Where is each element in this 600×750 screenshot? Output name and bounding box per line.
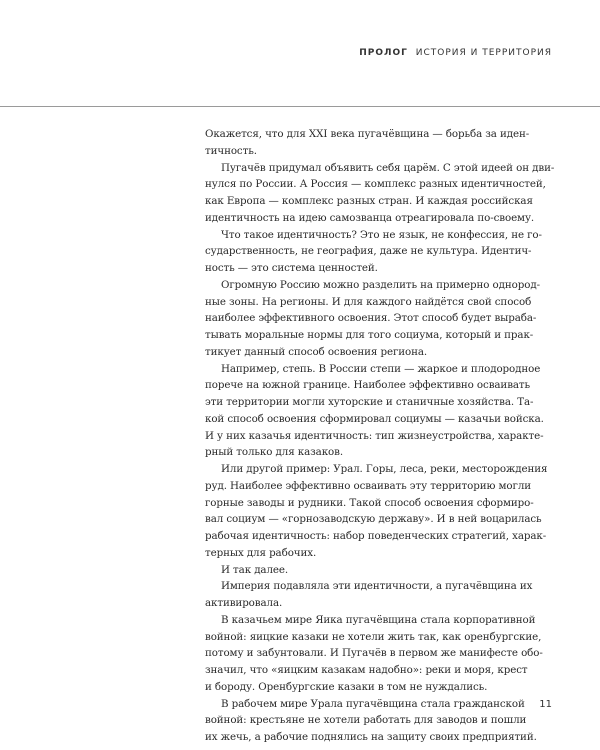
section-title: ИСТОРИЯ И ТЕРРИТОРИЯ: [415, 48, 552, 58]
text-line: терных для рабочих.: [205, 546, 317, 559]
text-line: Пугачёв придумал объявить себя царём. С этой идеей он дви-: [221, 161, 555, 174]
section-label: ПРОЛОГ: [359, 48, 408, 58]
text-line: тичность.: [205, 144, 257, 157]
text-line: В казачьем мире Яика пугачёвщина стала корпоративной: [221, 613, 536, 626]
text-line: Огромную Россию можно разделить на примерно однород-: [221, 278, 540, 291]
text-line: В рабочем мире Урала пугачёвщина стала гражданской: [221, 697, 525, 710]
text-line: ность — это система ценностей.: [205, 262, 378, 274]
text-line: Или другой пример: Урал. Горы, леса, реки, месторождения: [221, 463, 548, 475]
text-line: вал социум — «горнозаводскую державу». И в ней воцарилась: [205, 513, 542, 526]
text-line: наиболее эффективного освоения. Этот способ будет выраба-: [205, 312, 537, 325]
text-line: порече на южной границе. Наиболее эффективно осваивать: [205, 379, 531, 392]
text-line: потому и забунтовали. И Пугачёв в первом же манифесте обо-: [205, 647, 543, 660]
text-line: ные зоны. На регионы. И для каждого найдётся свой способ: [205, 295, 532, 308]
text-line: активировала.: [205, 597, 283, 609]
text-line: тикует данный способ освоения региона.: [205, 345, 428, 358]
text-line: войной: крестьяне не хотели работать для заводов и пошли: [205, 714, 527, 727]
text-line: И у них казачья идентичность: тип жизнеустройства, характе-: [205, 429, 544, 442]
text-line: и бороду. Оренбургские казаки в том не нуждались.: [205, 680, 488, 693]
text-line: сударственность, не география, даже не культура. Идентич-: [205, 245, 532, 258]
text-line: эти территории могли хуторские и станичные хозяйства. Та-: [205, 396, 534, 408]
text-line: их жечь, а рабочие поднялись на защиту своих предприятий.: [205, 731, 537, 743]
text-line: руд. Наиболее эффективно осваивать эту территорию могли: [205, 479, 532, 492]
text-line: горные заводы и рудники. Такой способ освоения сформиро-: [205, 496, 534, 509]
page-number: 11: [539, 699, 552, 710]
header-rule: [0, 106, 600, 107]
text-line: рабочая идентичность: набор поведенческих стратегий, харак-: [205, 530, 547, 542]
text-line: И так далее.: [221, 563, 289, 576]
text-line: значил, что «яицким казакам надобно»: реки и моря, крест: [205, 664, 528, 676]
text-line: Империя подавляла эти идентичности, а пугачёвщина их: [221, 580, 533, 593]
text-line: войной: яицкие казаки не хотели жить так, как оренбургские,: [205, 630, 542, 643]
text-line: идентичность на идею самозванца отреагировала по-своему.: [205, 211, 535, 224]
text-line: нулся по России. А Россия — комплекс разных идентичностей,: [205, 178, 546, 191]
text-line: рный только для казаков.: [205, 446, 344, 459]
running-head: [359, 48, 552, 58]
text-line: Окажется, что для XXI века пугачёвщина — борьба за иден-: [205, 128, 530, 140]
text-line: как Европа — комплекс разных стран. И каждая российская: [205, 195, 533, 207]
text-line: тывать моральные нормы для того социума, который и прак-: [205, 329, 534, 341]
text-line: кой способ освоения сформировал социумы — казачьи войска.: [205, 412, 544, 425]
text-line: Что такое идентичность? Это не язык, не конфессия, не го-: [221, 228, 542, 241]
text-line: Например, степь. В России степи — жаркое и плодородное: [221, 362, 541, 375]
